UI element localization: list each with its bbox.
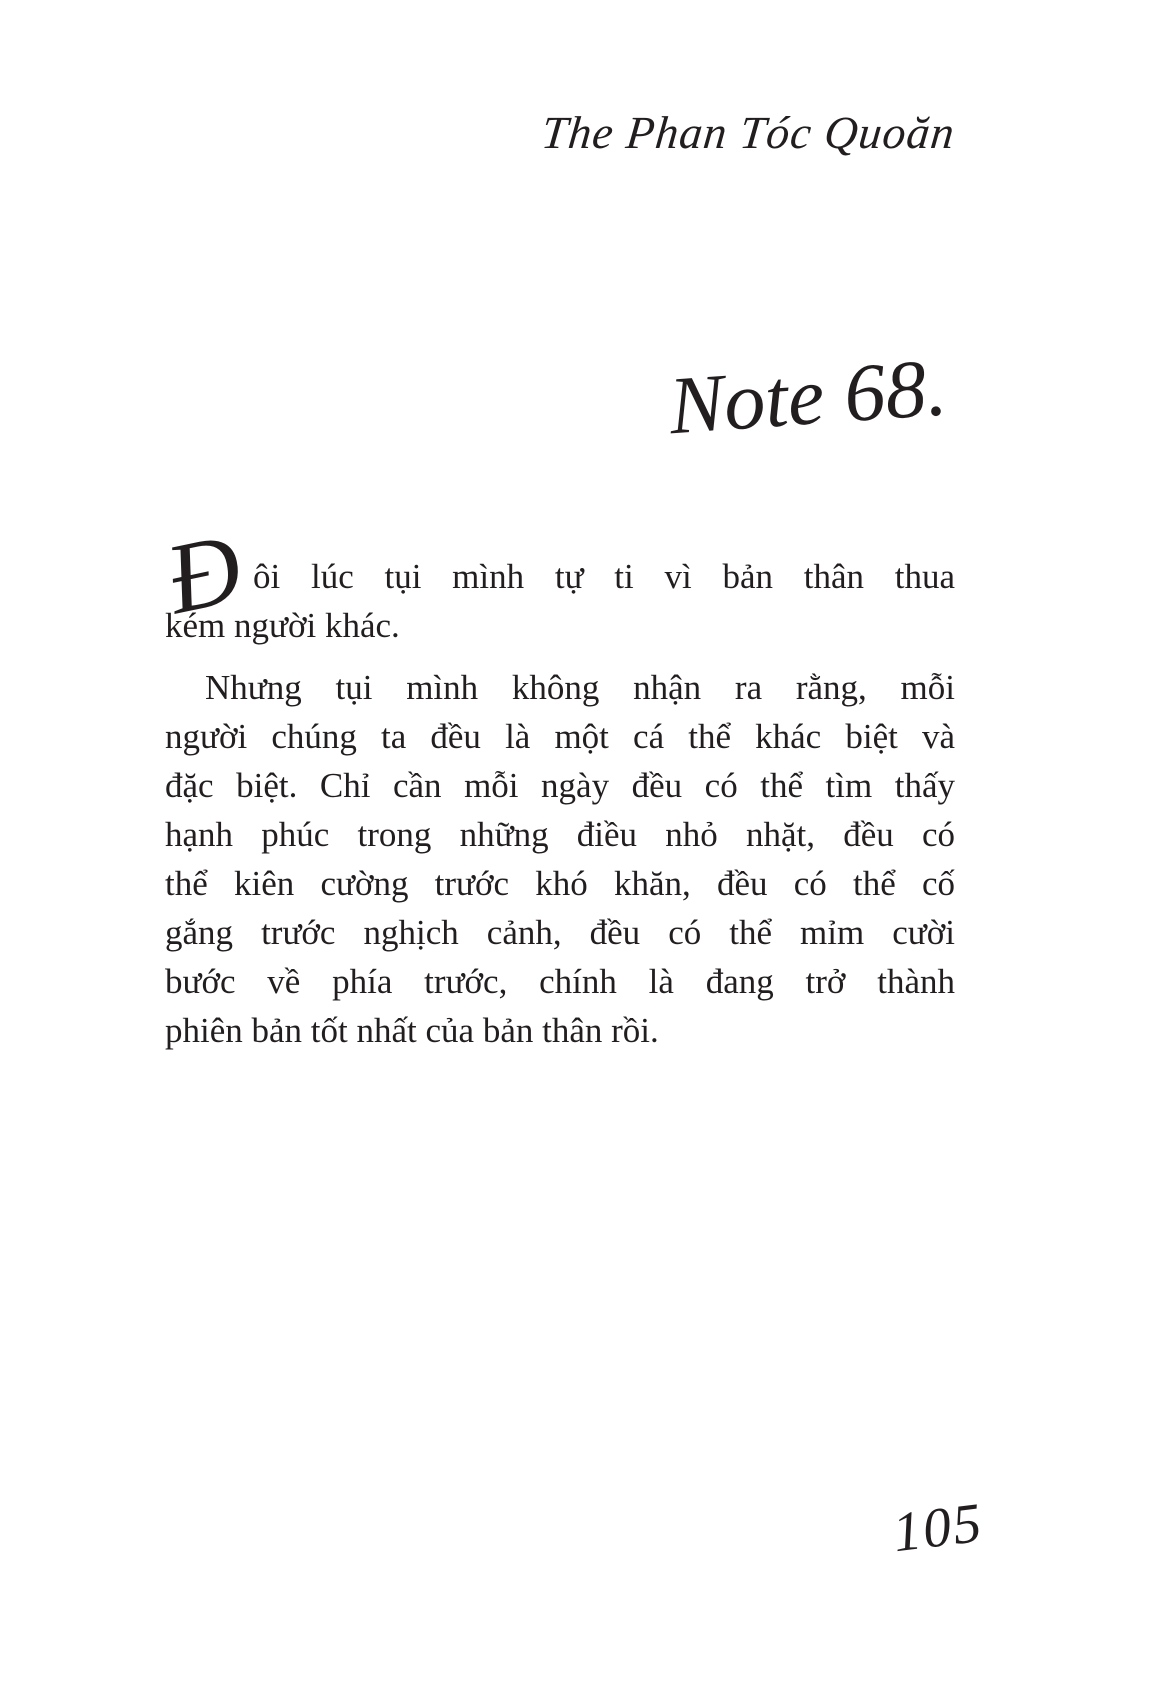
text-line: gắng trước nghịch cảnh, đều có thể mỉm cười bbox=[165, 913, 955, 952]
drop-cap-letter: Đ bbox=[157, 511, 251, 636]
paragraph bbox=[165, 552, 955, 650]
text-line: người chúng ta đều là một cá thể khác biệt và bbox=[165, 717, 955, 756]
text-line: đặc biệt. Chỉ cần mỗi ngày đều có thể tìm thấy bbox=[165, 766, 955, 805]
text-line: Nhưng tụi mình không nhận ra rằng, mỗi bbox=[205, 668, 955, 707]
paragraph bbox=[165, 663, 955, 1055]
page-number: 105 bbox=[889, 1491, 987, 1565]
text-line: phiên bản tốt nhất của bản thân rồi. bbox=[165, 1011, 659, 1050]
text-line: ôi lúc tụi mình tự ti vì bản thân thua bbox=[253, 557, 955, 596]
running-header-author: The Phan Tóc Quoăn bbox=[539, 107, 958, 158]
text-line: bước về phía trước, chính là đang trở thành bbox=[165, 962, 955, 1001]
text-line: hạnh phúc trong những điều nhỏ nhặt, đều có bbox=[165, 815, 955, 854]
text-line: thể kiên cường trước khó khăn, đều có thể cố bbox=[165, 864, 955, 903]
text-line: kém người khác. bbox=[165, 606, 400, 645]
body-text bbox=[165, 552, 955, 1055]
note-heading: Note 68. bbox=[666, 341, 950, 452]
